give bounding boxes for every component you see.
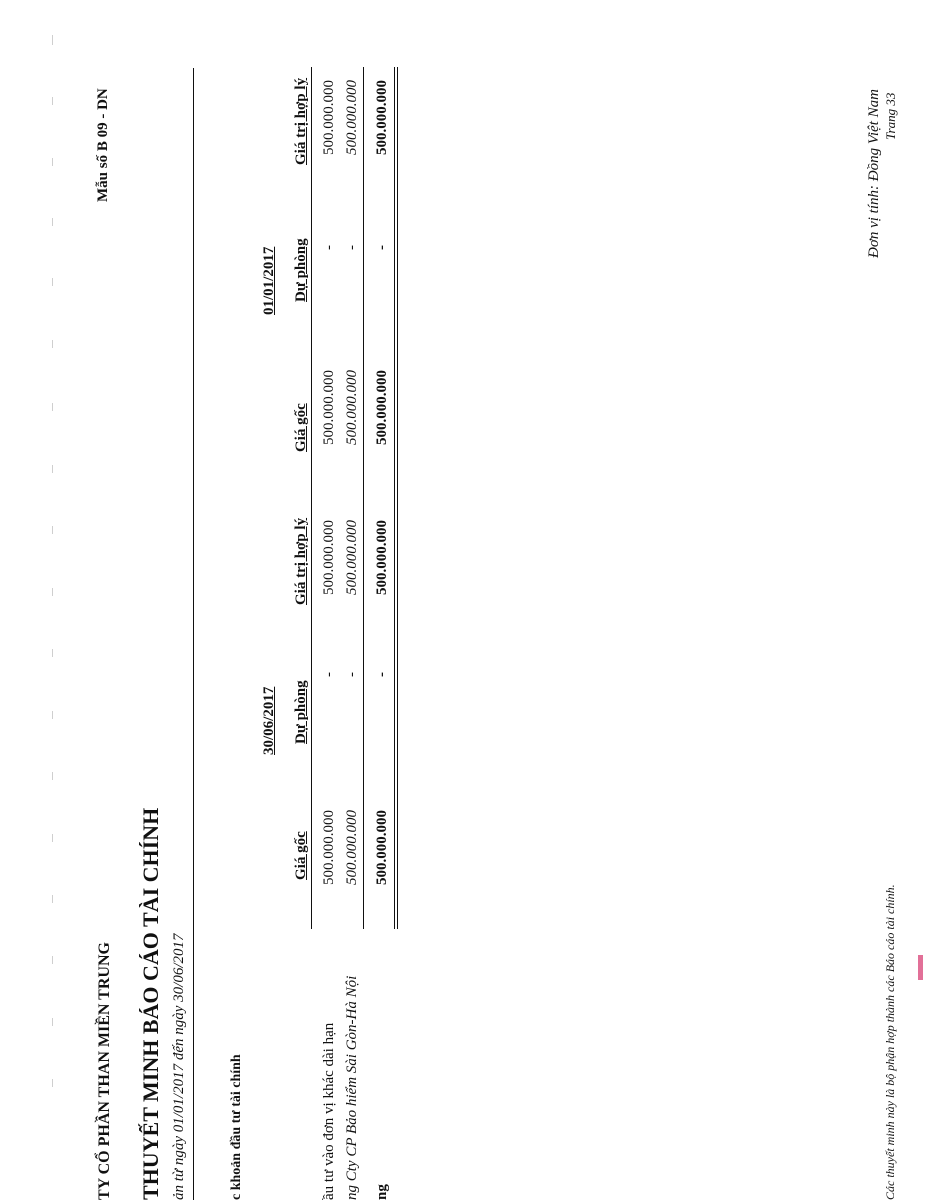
value-cell: - xyxy=(374,245,390,250)
total-top-rule xyxy=(363,67,364,929)
value-cell: - xyxy=(321,672,337,677)
value-cell: 500.000.000 xyxy=(321,520,337,595)
column-header-fair-value-current: Giá trị hợp lý xyxy=(293,517,309,605)
total-double-rule-1 xyxy=(394,67,395,929)
section-heading: c khoản đầu tư tài chính xyxy=(229,1054,244,1200)
report-period: ản từ ngày 01/01/2017 đến ngày 30/06/2017 xyxy=(171,933,187,1200)
value-cell: 500.000.000 xyxy=(321,80,337,155)
column-header-provision-current: Dự phòng xyxy=(293,680,309,744)
company-name: TY CỔ PHẦN THAN MIỀN TRUNG xyxy=(96,942,113,1200)
form-number: Mẫu số B 09 - DN xyxy=(95,88,111,202)
value-cell: 500.000.000 xyxy=(374,810,390,885)
value-cell: 500.000.000 xyxy=(344,520,360,595)
value-cell: 500.000.000 xyxy=(321,810,337,885)
value-cell: - xyxy=(374,672,390,677)
footer-note: Các thuyết minh này là bộ phận hợp thành các Báo cáo tài chính. xyxy=(883,884,897,1200)
value-cell: 500.000.000 xyxy=(374,520,390,595)
value-cell: 500.000.000 xyxy=(374,80,390,155)
value-cell: - xyxy=(344,672,360,677)
value-cell: 500.000.000 xyxy=(344,80,360,155)
period-header-prior: 01/01/2017 xyxy=(261,246,277,315)
header-rule xyxy=(193,68,194,1200)
value-cell: - xyxy=(344,245,360,250)
value-cell: - xyxy=(321,245,337,250)
period-header-current: 30/06/2017 xyxy=(261,686,277,755)
column-header-cost-current: Giá gốc xyxy=(293,831,309,880)
total-double-rule-2 xyxy=(397,67,398,929)
column-header-rule xyxy=(311,67,312,929)
value-cell: 500.000.000 xyxy=(321,370,337,445)
pink-mark xyxy=(918,955,923,980)
row-label: ng xyxy=(374,1184,390,1200)
currency-unit: Đơn vị tính: Đồng Việt Nam xyxy=(866,89,882,258)
value-cell: 500.000.000 xyxy=(374,370,390,445)
row-label: ng Cty CP Bảo hiểm Sài Gòn-Hà Nội xyxy=(344,975,360,1200)
column-header-cost-prior: Giá gốc xyxy=(293,403,309,452)
page-number: Trang 33 xyxy=(883,92,898,140)
value-cell: 500.000.000 xyxy=(344,370,360,445)
row-label: ầu tư vào đơn vị khác dài hạn xyxy=(321,1022,337,1200)
column-header-provision-prior: Dự phòng xyxy=(293,238,309,302)
column-header-fair-value-prior: Giá trị hợp lý xyxy=(293,77,309,165)
value-cell: 500.000.000 xyxy=(344,810,360,885)
report-title: THUYẾT MINH BÁO CÁO TÀI CHÍNH xyxy=(138,807,163,1200)
